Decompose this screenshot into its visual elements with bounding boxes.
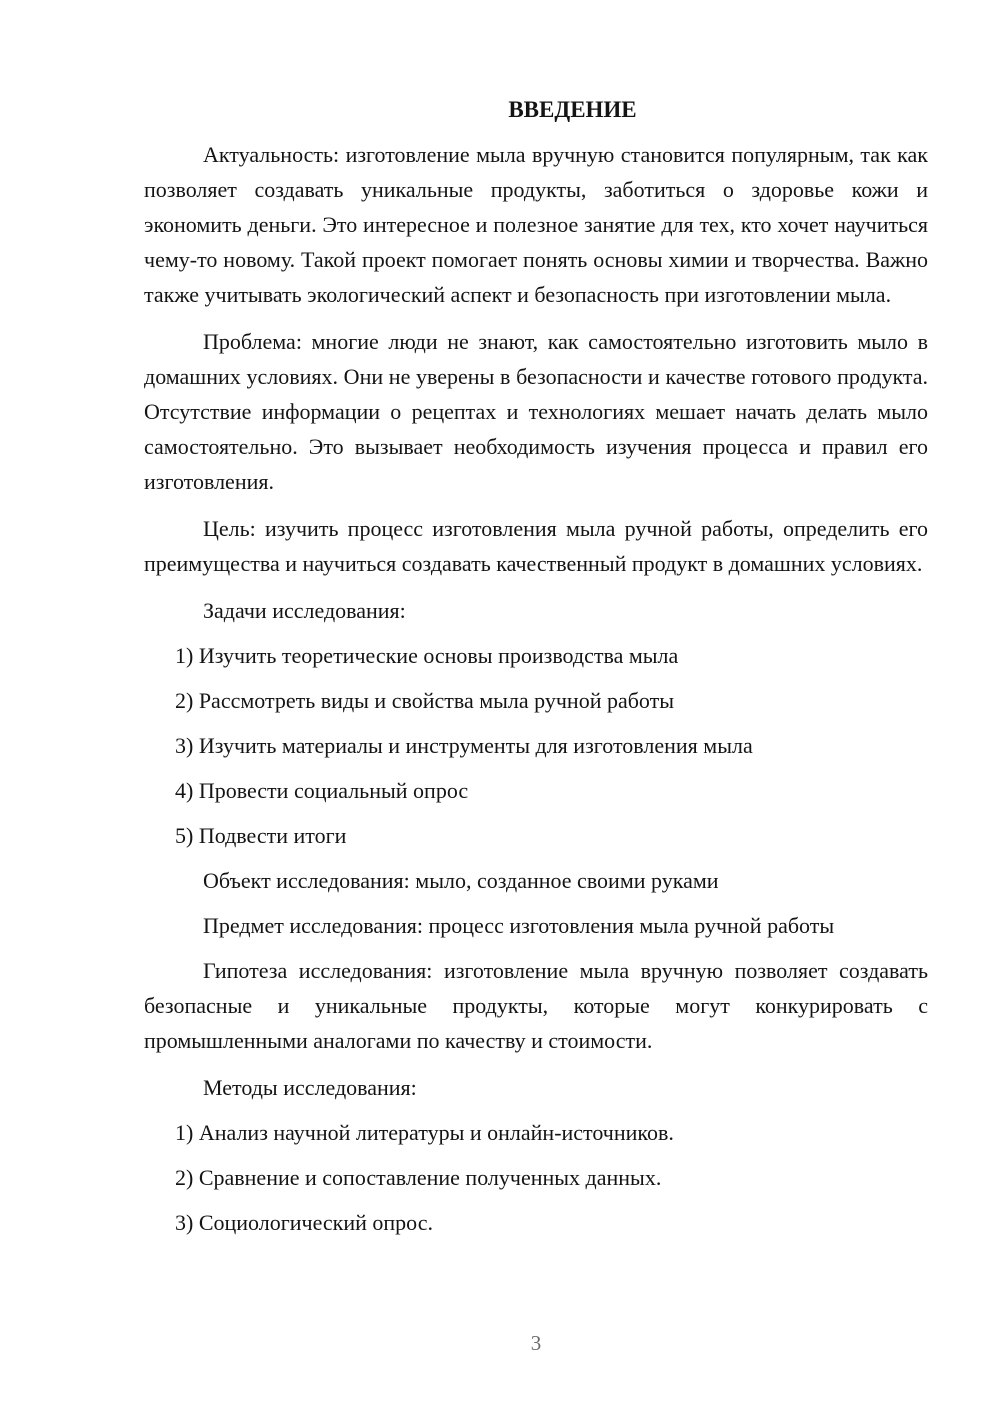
task-item: 2) Рассмотреть виды и свойства мыла ручной работы <box>175 688 675 713</box>
tasks-heading: Задачи исследования: <box>203 598 406 623</box>
page-number: 3 <box>530 1331 542 1355</box>
relevance-paragraph: Актуальность: изготовление мыла вручную становится популярным, так как позволяет создавать уникальные продукты, заботиться о здоровье кожи и экономить деньги. Это интересное и полезное занятие для тех, кто хочет научиться чему-то новому. Такой проект помогает понять основы химии и творчества. Важно также учитывать экологический аспект и безопасность при изготовлении мыла. <box>144 142 928 307</box>
methods-heading: Методы исследования: <box>203 1075 417 1100</box>
method-item: 2) Сравнение и сопоставление полученных данных. <box>175 1165 662 1190</box>
task-item: 5) Подвести итоги <box>175 823 347 848</box>
page-title: ВВЕДЕНИЕ <box>508 97 637 122</box>
problem-paragraph: Проблема: многие люди не знают, как самостоятельно изготовить мыло в домашних условиях. Они не уверены в безопасности и качестве готового продукта. Отсутствие информации о рецептах и технологиях мешает начать делать мыло самостоятельно. Это вызывает необходимость изучения процесса и правил его изготовления. <box>144 329 928 494</box>
object-line: Объект исследования: мыло, созданное своими руками <box>203 868 719 893</box>
task-item: 3) Изучить материалы и инструменты для изготовления мыла <box>175 733 753 758</box>
method-item: 3) Социологический опрос. <box>175 1210 433 1235</box>
goal-paragraph: Цель: изучить процесс изготовления мыла ручной работы, определить его преимущества и научиться создавать качественный продукт в домашних условиях. <box>144 516 928 576</box>
hypothesis-paragraph: Гипотеза исследования: изготовление мыла вручную позволяет создавать безопасные и уникальные продукты, которые могут конкурировать с промышленными аналогами по качеству и стоимости. <box>144 958 928 1053</box>
page-content <box>144 92 928 1250</box>
task-item: 1) Изучить теоретические основы производства мыла <box>175 643 679 668</box>
subject-line: Предмет исследования: процесс изготовления мыла ручной работы <box>203 913 835 938</box>
task-item: 4) Провести социальный опрос <box>175 778 469 803</box>
method-item: 1) Анализ научной литературы и онлайн-источников. <box>175 1120 674 1145</box>
